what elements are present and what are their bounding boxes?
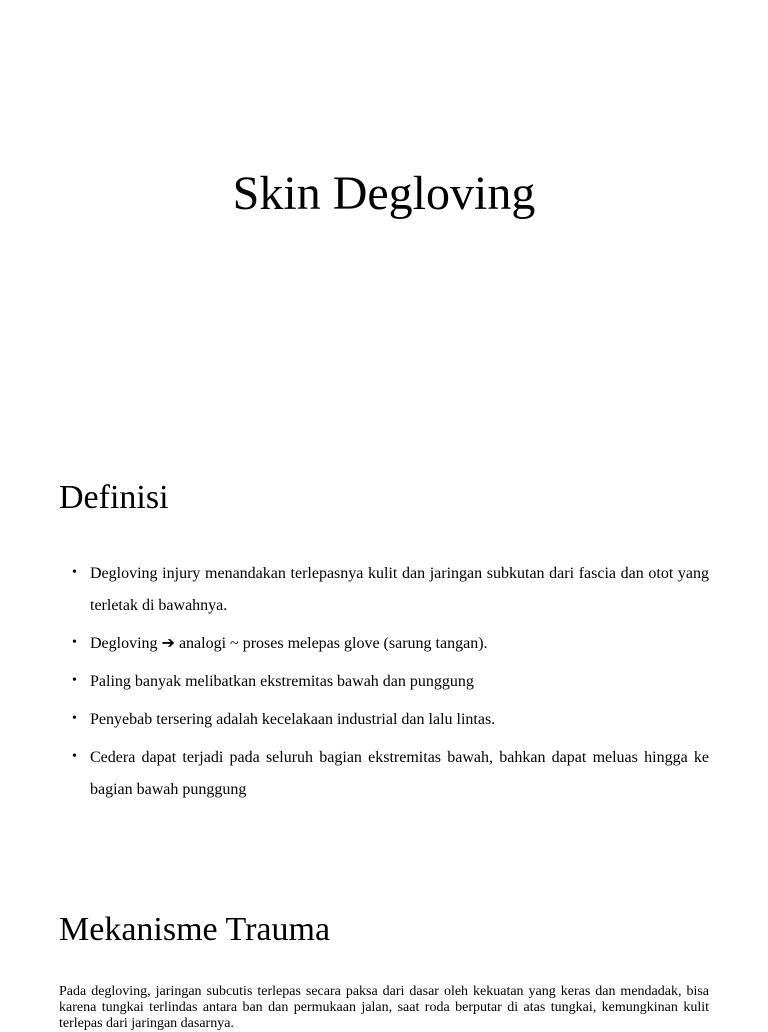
bullet-text: Paling banyak melibatkan ekstremitas bawah dan punggung [90, 673, 474, 690]
bullet-item [59, 666, 709, 698]
mekanisme-heading: Mekanisme Trauma [59, 911, 331, 948]
definisi-bullet-list [59, 558, 709, 812]
bullet-dot-icon: • [72, 565, 77, 580]
bullet-text: Degloving ➔ analogi ~ proses melepas glove (sarung tangan). [90, 635, 488, 652]
mekanisme-slide [0, 864, 768, 1031]
bullet-text: Degloving injury menandakan terlepasnya kulit dan jaringan subkutan dari fascia dan otot yang terletak di bawahnya. [90, 565, 709, 614]
bullet-item [59, 628, 709, 660]
mekanisme-paragraph: Pada degloving, jaringan subcutis terlepas secara paksa dari dasar oleh kekuatan yang keras dan mendadak, bisa karena tungkai terlindas antara ban dan permukaan jalan, saat roda berputar di atas tungkai, kemungkinan kulit terlepas dari jaringan dasarnya. [59, 984, 709, 1031]
bullet-dot-icon: • [72, 673, 77, 688]
title-slide [0, 0, 768, 432]
bullet-text: Cedera dapat terjadi pada seluruh bagian ekstremitas bawah, bahkan dapat meluas hingga ke bagian bawah punggung [90, 749, 709, 798]
definisi-heading: Definisi [59, 479, 169, 516]
bullet-dot-icon: • [72, 711, 77, 726]
bullet-item [59, 704, 709, 736]
definisi-slide [0, 432, 768, 864]
slide-title: Skin Degloving [232, 167, 536, 220]
bullet-item [59, 558, 709, 622]
bullet-item [59, 742, 709, 806]
bullet-dot-icon: • [72, 749, 77, 764]
bullet-dot-icon: • [72, 635, 77, 650]
bullet-text: Penyebab tersering adalah kecelakaan industrial dan lalu lintas. [90, 711, 496, 728]
